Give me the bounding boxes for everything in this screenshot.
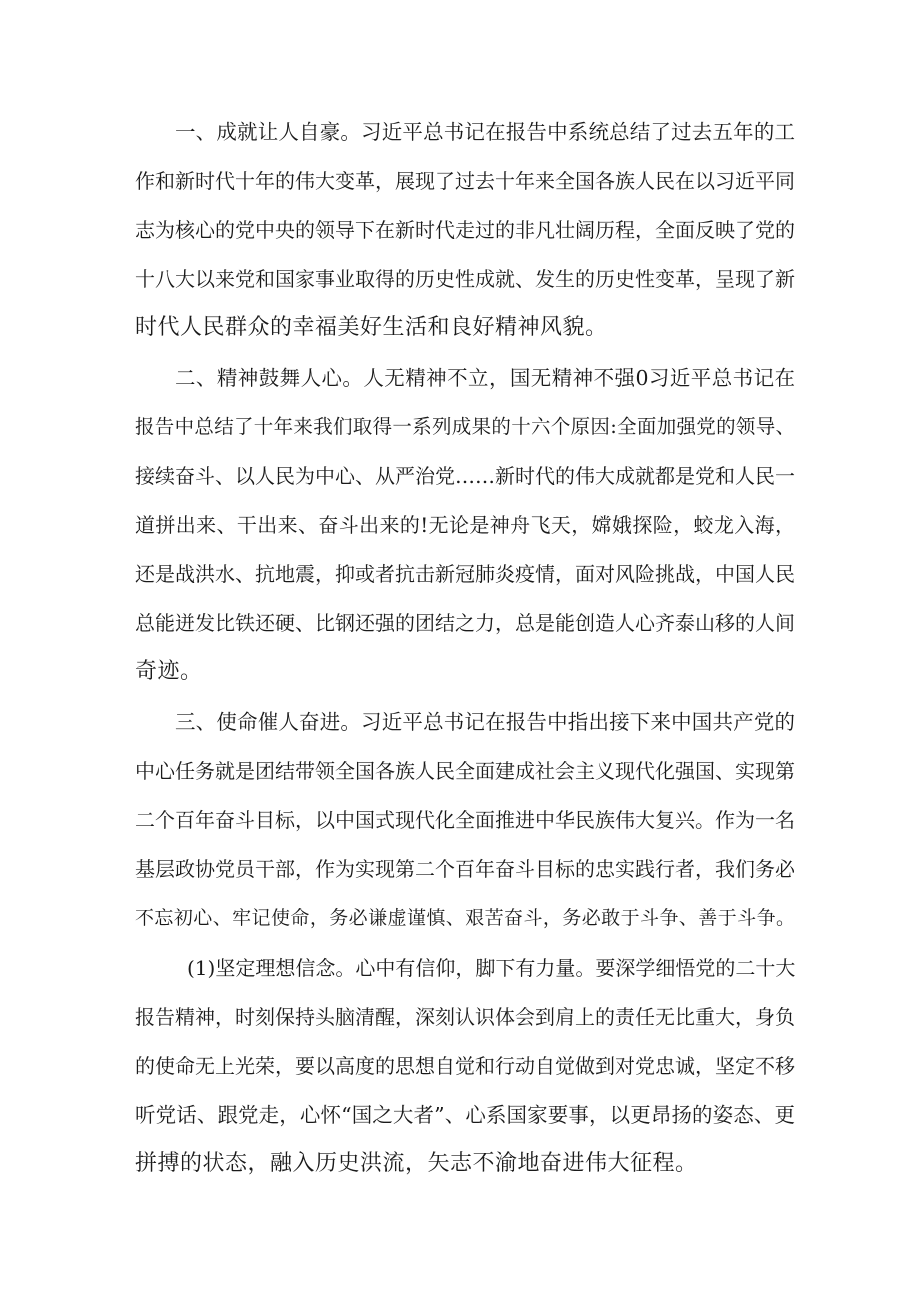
paragraph-1-line-2: 作和新时代十年的伟大变革，展现了过去十年来全国各族人民在以习近平同 — [135, 169, 795, 193]
paragraph-2-line-1: 二、精神鼓舞人心。人无精神不立，国无精神不强0习近平总书记在 — [175, 366, 795, 390]
paragraph-4-line-3: 的使命无上光荣，要以高度的思想自觉和行动自觉做到对党忠诚，坚定不移 — [135, 1054, 795, 1078]
paragraph-4-line-1: (1)坚定理想信念。心中有信仰，脚下有力量。要深学细悟党的二十大 — [187, 956, 796, 980]
paragraph-2-line-3: 接续奋斗、以人民为中心、从严治党……新时代的伟大成就都是党和人民一 — [135, 464, 795, 488]
paragraph-1-line-1: 一、成就让人自豪。习近平总书记在报告中系统总结了过去五年的工 — [175, 120, 795, 144]
paragraph-1-line-3: 志为核心的党中央的领导下在新时代走过的非凡壮阔历程，全面反映了党的 — [135, 218, 795, 242]
paragraph-2-line-2: 报告中总结了十年来我们取得一系列成果的十六个原因:全面加强党的领导、 — [135, 415, 795, 438]
paragraph-2-line-5: 还是战洪水、抗地震，抑或者抗击新冠肺炎疫情，面对风险挑战，中国人民 — [135, 562, 795, 586]
paragraph-3-line-2: 中心任务就是团结带领全国各族人民全面建成社会主义现代化强国、实现第 — [135, 759, 795, 783]
paragraph-4-line-2: 报告精神，时刻保持头脑清醒，深刻认识体会到肩上的责任无比重大，身负 — [135, 1005, 795, 1029]
paragraph-3-line-3: 二个百年奋斗目标，以中国式现代化全面推进中华民族伟大复兴。作为一名 — [135, 808, 795, 832]
paragraph-3-line-1: 三、使命催人奋进。习近平总书记在报告中指出接下来中国共产党的 — [175, 710, 795, 734]
paragraph-4-line-5: 拼搏的状态，融入历史洪流，矢志不渝地奋进伟大征程。 — [135, 1151, 698, 1176]
paragraph-2-line-4: 道拼出来、干出来、奋斗出来的!无论是神舟飞天，嫦娥探险，蛟龙入海， — [135, 513, 795, 537]
paragraph-4-line-4: 听党话、跟党走，心怀“国之大者”、心系国家要事，以更昂扬的姿态、更 — [135, 1103, 795, 1127]
paragraph-2-line-6: 总能迸发比铁还硬、比钢还强的团结之力，总是能创造人心齐泰山移的人间 — [135, 611, 795, 635]
paragraph-1-line-4: 十八大以来党和国家事业取得的历史性成就、发生的历史性变革，呈现了新 — [135, 267, 795, 291]
paragraph-3-line-4: 基层政协党员干部，作为实现第二个百年奋斗目标的忠实践行者，我们务必 — [135, 857, 795, 881]
paragraph-1-line-5: 时代人民群众的幸福美好生活和良好精神风貌。 — [135, 315, 608, 340]
paragraph-2-line-7: 奇迹。 — [135, 659, 203, 684]
paragraph-3-line-5: 不忘初心、牢记使命，务必谦虚谨慎、艰苦奋斗，务必敢于斗争、善于斗争。 — [135, 907, 795, 929]
